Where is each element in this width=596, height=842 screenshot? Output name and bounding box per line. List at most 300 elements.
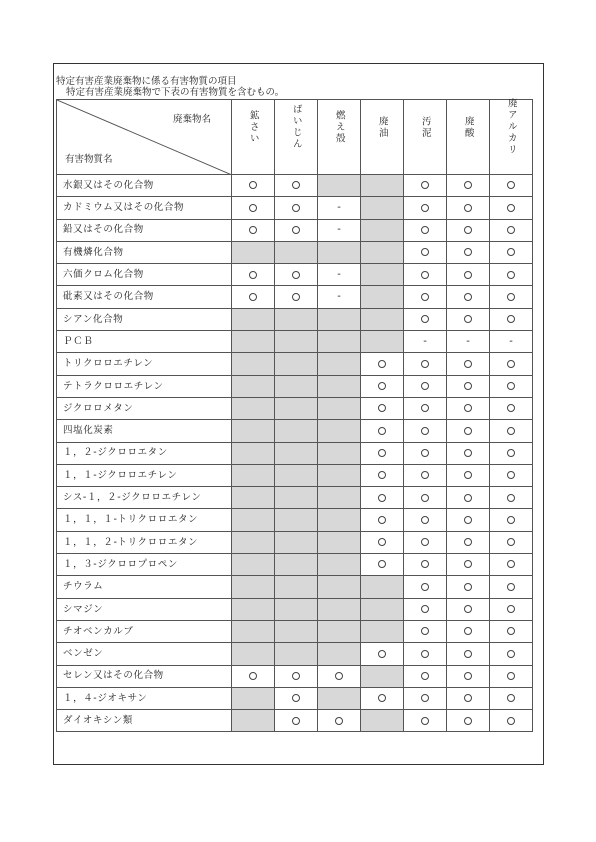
applicable-cell bbox=[447, 665, 490, 687]
not-applicable-cell bbox=[275, 442, 318, 464]
circle-mark-icon bbox=[507, 449, 515, 457]
applicable-cell bbox=[404, 487, 447, 509]
circle-mark-icon bbox=[378, 516, 386, 524]
circle-mark-icon bbox=[378, 650, 386, 658]
circle-mark-icon bbox=[464, 583, 472, 591]
applicable-cell bbox=[490, 420, 533, 442]
column-header-label: ばいじん bbox=[290, 103, 302, 150]
dash-mark: - bbox=[423, 335, 427, 347]
circle-mark-icon bbox=[378, 449, 386, 457]
applicable-cell bbox=[275, 710, 318, 732]
not-applicable-cell bbox=[318, 531, 361, 553]
applicable-cell bbox=[404, 576, 447, 598]
not-applicable-cell bbox=[232, 375, 275, 397]
circle-mark-icon bbox=[249, 181, 257, 189]
header-corner-cell bbox=[57, 100, 232, 175]
not-applicable-cell bbox=[318, 420, 361, 442]
circle-mark-icon bbox=[507, 650, 515, 658]
applicable-cell bbox=[490, 643, 533, 665]
dash-mark: - bbox=[337, 291, 341, 303]
applicable-cell bbox=[361, 509, 404, 531]
heading-line-2: 特定有害産業廃棄物で下表の有害物質を含むもの。 bbox=[66, 87, 285, 98]
not-applicable-cell bbox=[318, 397, 361, 419]
substance-name: ベンゼン bbox=[57, 643, 232, 665]
circle-mark-icon bbox=[249, 672, 257, 680]
circle-mark-icon bbox=[464, 204, 472, 212]
applicable-cell bbox=[490, 442, 533, 464]
not-applicable-cell bbox=[275, 531, 318, 553]
table-row bbox=[57, 175, 533, 197]
circle-mark-icon bbox=[507, 583, 515, 591]
heading-line-1: 特定有害産業廃棄物に係る有害物質の項目 bbox=[56, 76, 237, 87]
applicable-cell bbox=[447, 286, 490, 308]
applicable-cell bbox=[447, 241, 490, 263]
circle-mark-icon bbox=[464, 181, 472, 189]
applicable-cell bbox=[404, 264, 447, 286]
not-applicable-cell bbox=[361, 598, 404, 620]
table-row bbox=[57, 286, 533, 308]
circle-mark-icon bbox=[292, 293, 300, 301]
applicable-cell bbox=[232, 264, 275, 286]
circle-mark-icon bbox=[421, 538, 429, 546]
circle-mark-icon bbox=[421, 360, 429, 368]
hazardous-substance-table bbox=[56, 99, 533, 732]
not-applicable-cell bbox=[232, 487, 275, 509]
applicable-cell bbox=[490, 531, 533, 553]
applicable-cell bbox=[232, 219, 275, 241]
circle-mark-icon bbox=[421, 605, 429, 613]
applicable-cell bbox=[447, 420, 490, 442]
applicable-cell bbox=[490, 375, 533, 397]
circle-mark-icon bbox=[507, 204, 515, 212]
not-applicable-cell bbox=[232, 554, 275, 576]
applicable-cell bbox=[404, 509, 447, 531]
applicable-cell bbox=[490, 620, 533, 642]
not-applicable-cell bbox=[275, 554, 318, 576]
dash-mark: - bbox=[509, 335, 513, 347]
not-applicable-cell bbox=[361, 197, 404, 219]
table-row bbox=[57, 219, 533, 241]
not-applicable-cell bbox=[275, 420, 318, 442]
circle-mark-icon bbox=[464, 650, 472, 658]
not-applicable-cell bbox=[275, 509, 318, 531]
circle-mark-icon bbox=[464, 560, 472, 568]
circle-mark-icon bbox=[464, 382, 472, 390]
applicable-cell bbox=[447, 710, 490, 732]
applicable-cell bbox=[447, 264, 490, 286]
not-applicable-cell bbox=[275, 375, 318, 397]
applicable-cell bbox=[275, 687, 318, 709]
substance-name: ダイオキシン類 bbox=[57, 710, 232, 732]
circle-mark-icon bbox=[464, 717, 472, 725]
substance-name: 鉛又はその化合物 bbox=[57, 219, 232, 241]
circle-mark-icon bbox=[464, 516, 472, 524]
circle-mark-icon bbox=[249, 271, 257, 279]
table-row bbox=[57, 397, 533, 419]
circle-mark-icon bbox=[507, 694, 515, 702]
applicable-cell bbox=[490, 308, 533, 330]
circle-mark-icon bbox=[421, 560, 429, 568]
table-row bbox=[57, 509, 533, 531]
substance-name: シアン化合物 bbox=[57, 308, 232, 330]
circle-mark-icon bbox=[507, 360, 515, 368]
table-header-row bbox=[57, 100, 533, 175]
applicable-cell bbox=[447, 576, 490, 598]
table-row bbox=[57, 531, 533, 553]
not-applicable-cell bbox=[361, 264, 404, 286]
not-applicable-cell bbox=[275, 598, 318, 620]
circle-mark-icon bbox=[507, 315, 515, 323]
circle-mark-icon bbox=[249, 293, 257, 301]
column-header-label: 燃え殻 bbox=[333, 109, 345, 144]
applicable-cell bbox=[490, 197, 533, 219]
applicable-cell bbox=[404, 219, 447, 241]
not-applicable-cell bbox=[318, 620, 361, 642]
applicable-cell bbox=[490, 710, 533, 732]
applicable-cell bbox=[447, 375, 490, 397]
circle-mark-icon bbox=[507, 226, 515, 234]
table-row bbox=[57, 464, 533, 486]
circle-mark-icon bbox=[378, 382, 386, 390]
table-row bbox=[57, 442, 533, 464]
applicable-cell bbox=[447, 643, 490, 665]
circle-mark-icon bbox=[507, 271, 515, 279]
not-applicable-cell bbox=[318, 487, 361, 509]
applicable-cell bbox=[447, 308, 490, 330]
substance-name: チウラム bbox=[57, 576, 232, 598]
applicable-cell bbox=[404, 397, 447, 419]
applicable-cell bbox=[404, 620, 447, 642]
circle-mark-icon bbox=[335, 672, 343, 680]
circle-mark-icon bbox=[421, 293, 429, 301]
not-applicable-cell bbox=[232, 710, 275, 732]
column-header-label: 汚泥 bbox=[419, 116, 431, 140]
circle-mark-icon bbox=[464, 538, 472, 546]
applicable-cell bbox=[490, 286, 533, 308]
circle-mark-icon bbox=[507, 181, 515, 189]
circle-mark-icon bbox=[421, 449, 429, 457]
applicable-cell bbox=[232, 197, 275, 219]
applicable-cell bbox=[447, 175, 490, 197]
circle-mark-icon bbox=[421, 382, 429, 390]
circle-mark-icon bbox=[421, 694, 429, 702]
not-applicable-cell bbox=[275, 487, 318, 509]
not-applicable-cell bbox=[361, 175, 404, 197]
circle-mark-icon bbox=[464, 404, 472, 412]
circle-mark-icon bbox=[507, 248, 515, 256]
applicable-cell bbox=[447, 598, 490, 620]
not-applicable-cell bbox=[318, 598, 361, 620]
not-applicable-cell bbox=[361, 241, 404, 263]
circle-mark-icon bbox=[507, 672, 515, 680]
substance-name: １，２-ジクロロエタン bbox=[57, 442, 232, 464]
circle-mark-icon bbox=[507, 382, 515, 390]
applicable-cell bbox=[275, 219, 318, 241]
substance-name: トリクロロエチレン bbox=[57, 353, 232, 375]
circle-mark-icon bbox=[421, 271, 429, 279]
circle-mark-icon bbox=[421, 427, 429, 435]
dash-cell bbox=[404, 331, 447, 353]
dash-cell bbox=[490, 331, 533, 353]
applicable-cell bbox=[447, 531, 490, 553]
applicable-cell bbox=[275, 175, 318, 197]
applicable-cell bbox=[404, 643, 447, 665]
applicable-cell bbox=[361, 487, 404, 509]
applicable-cell bbox=[361, 464, 404, 486]
applicable-cell bbox=[404, 531, 447, 553]
circle-mark-icon bbox=[464, 627, 472, 635]
table-row bbox=[57, 598, 533, 620]
circle-mark-icon bbox=[421, 650, 429, 658]
not-applicable-cell bbox=[361, 308, 404, 330]
applicable-cell bbox=[447, 687, 490, 709]
not-applicable-cell bbox=[232, 531, 275, 553]
circle-mark-icon bbox=[378, 427, 386, 435]
applicable-cell bbox=[404, 598, 447, 620]
substance-name: ジクロロメタン bbox=[57, 397, 232, 419]
applicable-cell bbox=[404, 554, 447, 576]
applicable-cell bbox=[404, 308, 447, 330]
circle-mark-icon bbox=[292, 271, 300, 279]
dash-cell bbox=[447, 331, 490, 353]
circle-mark-icon bbox=[421, 516, 429, 524]
applicable-cell bbox=[490, 241, 533, 263]
not-applicable-cell bbox=[275, 620, 318, 642]
circle-mark-icon bbox=[464, 605, 472, 613]
table-row bbox=[57, 375, 533, 397]
dash-mark: - bbox=[337, 224, 341, 236]
substance-name: シマジン bbox=[57, 598, 232, 620]
circle-mark-icon bbox=[507, 494, 515, 502]
not-applicable-cell bbox=[318, 331, 361, 353]
column-header-label: 廃アルカリ bbox=[505, 98, 517, 156]
applicable-cell bbox=[404, 442, 447, 464]
not-applicable-cell bbox=[318, 554, 361, 576]
substance-name: テトラクロロエチレン bbox=[57, 375, 232, 397]
not-applicable-cell bbox=[361, 219, 404, 241]
not-applicable-cell bbox=[232, 576, 275, 598]
applicable-cell bbox=[447, 442, 490, 464]
applicable-cell bbox=[447, 487, 490, 509]
circle-mark-icon bbox=[464, 271, 472, 279]
not-applicable-cell bbox=[275, 353, 318, 375]
applicable-cell bbox=[361, 353, 404, 375]
substance-name-label: 有害物質名 bbox=[65, 153, 113, 165]
applicable-cell bbox=[404, 197, 447, 219]
dash-cell bbox=[318, 264, 361, 286]
not-applicable-cell bbox=[232, 308, 275, 330]
substance-name: １，４-ジオキサン bbox=[57, 687, 232, 709]
table-row bbox=[57, 576, 533, 598]
circle-mark-icon bbox=[464, 694, 472, 702]
applicable-cell bbox=[232, 175, 275, 197]
circle-mark-icon bbox=[378, 538, 386, 546]
circle-mark-icon bbox=[464, 226, 472, 234]
circle-mark-icon bbox=[464, 248, 472, 256]
circle-mark-icon bbox=[421, 204, 429, 212]
circle-mark-icon bbox=[507, 471, 515, 479]
circle-mark-icon bbox=[507, 427, 515, 435]
applicable-cell bbox=[490, 487, 533, 509]
circle-mark-icon bbox=[421, 494, 429, 502]
substance-name: シス-１，２-ジクロロエチレン bbox=[57, 487, 232, 509]
not-applicable-cell bbox=[318, 175, 361, 197]
circle-mark-icon bbox=[464, 293, 472, 301]
not-applicable-cell bbox=[275, 331, 318, 353]
not-applicable-cell bbox=[318, 353, 361, 375]
column-header bbox=[361, 100, 404, 175]
applicable-cell bbox=[404, 241, 447, 263]
applicable-cell bbox=[490, 175, 533, 197]
document-heading bbox=[56, 76, 284, 98]
column-header bbox=[232, 100, 275, 175]
applicable-cell bbox=[490, 509, 533, 531]
applicable-cell bbox=[490, 219, 533, 241]
circle-mark-icon bbox=[378, 360, 386, 368]
not-applicable-cell bbox=[232, 687, 275, 709]
applicable-cell bbox=[275, 665, 318, 687]
applicable-cell bbox=[447, 353, 490, 375]
circle-mark-icon bbox=[378, 494, 386, 502]
applicable-cell bbox=[447, 464, 490, 486]
circle-mark-icon bbox=[464, 360, 472, 368]
not-applicable-cell bbox=[361, 286, 404, 308]
substance-name: １，３-ジクロロプロペン bbox=[57, 554, 232, 576]
applicable-cell bbox=[361, 442, 404, 464]
applicable-cell bbox=[361, 554, 404, 576]
applicable-cell bbox=[404, 710, 447, 732]
not-applicable-cell bbox=[318, 308, 361, 330]
circle-mark-icon bbox=[378, 694, 386, 702]
not-applicable-cell bbox=[318, 576, 361, 598]
circle-mark-icon bbox=[507, 560, 515, 568]
applicable-cell bbox=[447, 219, 490, 241]
not-applicable-cell bbox=[275, 397, 318, 419]
circle-mark-icon bbox=[464, 449, 472, 457]
column-header-label: 鉱さい bbox=[247, 109, 259, 144]
applicable-cell bbox=[232, 286, 275, 308]
circle-mark-icon bbox=[507, 404, 515, 412]
applicable-cell bbox=[490, 665, 533, 687]
circle-mark-icon bbox=[464, 427, 472, 435]
not-applicable-cell bbox=[232, 420, 275, 442]
circle-mark-icon bbox=[292, 226, 300, 234]
column-header bbox=[404, 100, 447, 175]
table-row bbox=[57, 308, 533, 330]
circle-mark-icon bbox=[421, 717, 429, 725]
applicable-cell bbox=[361, 643, 404, 665]
circle-mark-icon bbox=[421, 627, 429, 635]
substance-name: １，１，２-トリクロロエタン bbox=[57, 531, 232, 553]
applicable-cell bbox=[447, 620, 490, 642]
table-row bbox=[57, 554, 533, 576]
column-header bbox=[490, 100, 533, 175]
column-header bbox=[275, 100, 318, 175]
applicable-cell bbox=[490, 464, 533, 486]
circle-mark-icon bbox=[507, 538, 515, 546]
applicable-cell bbox=[361, 420, 404, 442]
circle-mark-icon bbox=[335, 717, 343, 725]
circle-mark-icon bbox=[421, 583, 429, 591]
not-applicable-cell bbox=[275, 576, 318, 598]
applicable-cell bbox=[490, 598, 533, 620]
applicable-cell bbox=[361, 687, 404, 709]
applicable-cell bbox=[447, 554, 490, 576]
circle-mark-icon bbox=[464, 672, 472, 680]
circle-mark-icon bbox=[421, 404, 429, 412]
substance-name: 四塩化炭素 bbox=[57, 420, 232, 442]
substance-name: 砒素又はその化合物 bbox=[57, 286, 232, 308]
dash-cell bbox=[318, 219, 361, 241]
applicable-cell bbox=[404, 286, 447, 308]
circle-mark-icon bbox=[421, 672, 429, 680]
not-applicable-cell bbox=[232, 464, 275, 486]
applicable-cell bbox=[318, 665, 361, 687]
circle-mark-icon bbox=[421, 248, 429, 256]
not-applicable-cell bbox=[318, 442, 361, 464]
circle-mark-icon bbox=[507, 516, 515, 524]
circle-mark-icon bbox=[507, 627, 515, 635]
not-applicable-cell bbox=[361, 331, 404, 353]
applicable-cell bbox=[490, 353, 533, 375]
table-row bbox=[57, 710, 533, 732]
applicable-cell bbox=[447, 509, 490, 531]
circle-mark-icon bbox=[378, 560, 386, 568]
substance-name: １，１，１-トリクロロエタン bbox=[57, 509, 232, 531]
not-applicable-cell bbox=[275, 643, 318, 665]
not-applicable-cell bbox=[232, 241, 275, 263]
circle-mark-icon bbox=[378, 471, 386, 479]
applicable-cell bbox=[447, 397, 490, 419]
circle-mark-icon bbox=[507, 717, 515, 725]
not-applicable-cell bbox=[275, 308, 318, 330]
applicable-cell bbox=[404, 175, 447, 197]
table-row bbox=[57, 197, 533, 219]
applicable-cell bbox=[232, 665, 275, 687]
substance-name: 六価クロム化合物 bbox=[57, 264, 232, 286]
table-row bbox=[57, 687, 533, 709]
applicable-cell bbox=[404, 687, 447, 709]
dash-mark: - bbox=[337, 268, 341, 280]
substance-name: セレン又はその化合物 bbox=[57, 665, 232, 687]
not-applicable-cell bbox=[275, 241, 318, 263]
circle-mark-icon bbox=[292, 694, 300, 702]
circle-mark-icon bbox=[292, 672, 300, 680]
substance-name: カドミウム又はその化合物 bbox=[57, 197, 232, 219]
not-applicable-cell bbox=[232, 331, 275, 353]
not-applicable-cell bbox=[361, 576, 404, 598]
circle-mark-icon bbox=[378, 404, 386, 412]
circle-mark-icon bbox=[421, 315, 429, 323]
applicable-cell bbox=[275, 264, 318, 286]
waste-name-label: 廃棄物名 bbox=[172, 114, 211, 125]
not-applicable-cell bbox=[232, 598, 275, 620]
not-applicable-cell bbox=[318, 643, 361, 665]
substance-name: １，１-ジクロロエチレン bbox=[57, 464, 232, 486]
column-header-label: 廃酸 bbox=[462, 116, 474, 140]
applicable-cell bbox=[404, 464, 447, 486]
applicable-cell bbox=[361, 397, 404, 419]
applicable-cell bbox=[275, 197, 318, 219]
not-applicable-cell bbox=[318, 241, 361, 263]
not-applicable-cell bbox=[232, 442, 275, 464]
circle-mark-icon bbox=[464, 471, 472, 479]
applicable-cell bbox=[404, 665, 447, 687]
circle-mark-icon bbox=[292, 204, 300, 212]
not-applicable-cell bbox=[232, 397, 275, 419]
column-header bbox=[447, 100, 490, 175]
not-applicable-cell bbox=[361, 665, 404, 687]
